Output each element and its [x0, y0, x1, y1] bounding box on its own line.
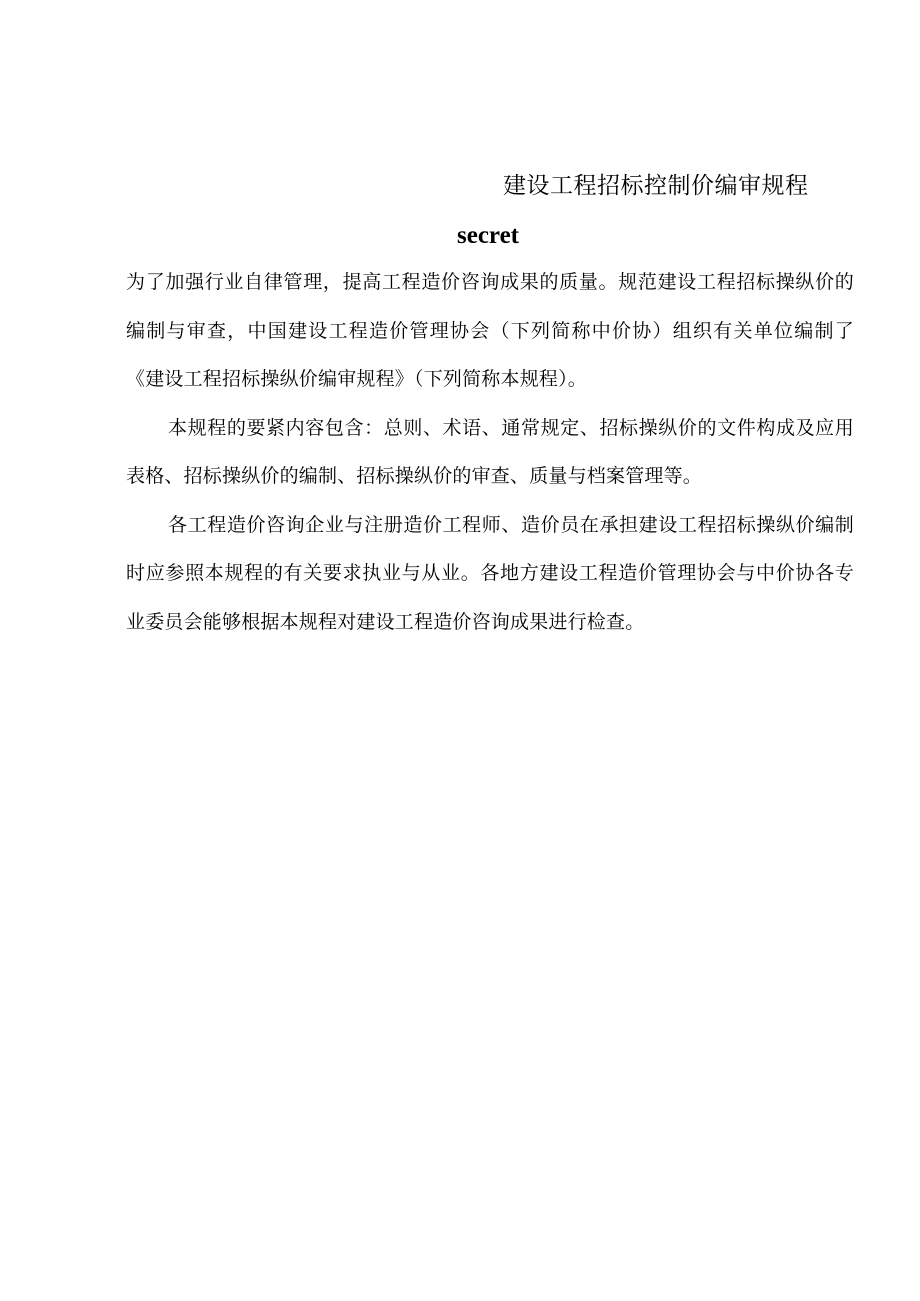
- paragraph-application: 各工程造价咨询企业与注册造价工程师、造价员在承担建设工程招标操纵价编制时应参照本规程的有关要求执业与从业。各地方建设工程造价管理协会与中价协各专业委员会能够根据本规程对建设工程造价咨询成果进行检查。: [126, 513, 854, 633]
- paragraph-contents: 本规程的要紧内容包含：总则、术语、通常规定、招标操纵价的文件构成及应用表格、招标操纵价的编制、招标操纵价的审查、质量与档案管理等。: [126, 416, 854, 487]
- document-body: [126, 258, 854, 646]
- paragraph-intro: 为了加强行业自律管理，提高工程造价咨询成果的质量。规范建设工程招标操纵价的编制与审查，中国建设工程造价管理协会（下列简称中价协）组织有关单位编制了《建设工程招标操纵价编审规程》（下列简称本规程）。: [126, 271, 854, 390]
- document-title: 建设工程招标控制价编审规程: [503, 173, 809, 199]
- document-subtitle: secret: [457, 222, 519, 249]
